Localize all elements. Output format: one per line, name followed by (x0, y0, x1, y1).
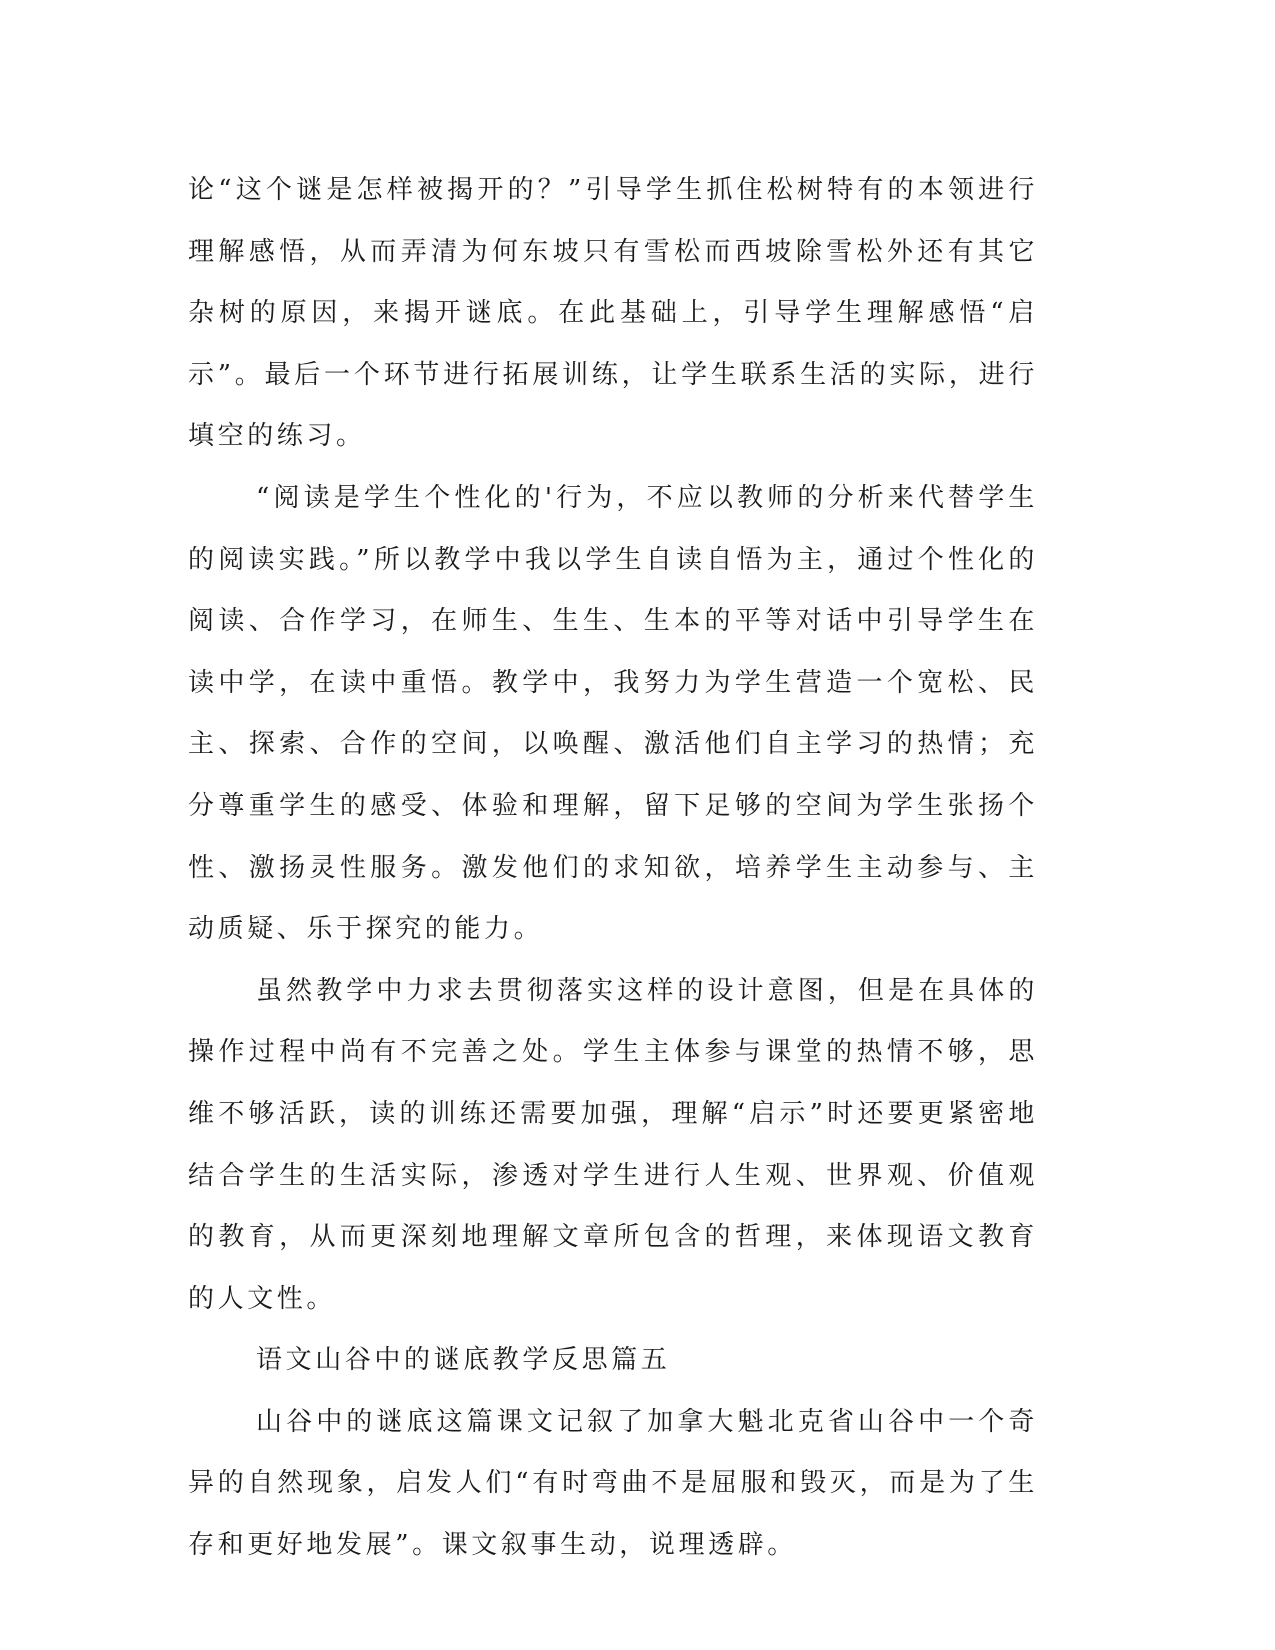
paragraph-reading-practice: “阅读是学生个性化的'行为，不应以教师的分析来代替学生的阅读实践。”所以教学中我以学生自读自悟为主，通过个性化的阅读、合作学习，在师生、生生、生本的平等对话中引导学生在读中学，在读中重悟。教学中，我努力为学生营造一个宽松、民主、探索、合作的空间，以唤醒、激活他们自主学习的热情；充分尊重学生的感受、体验和理解，留下足够的空间为学生张扬个性、激扬灵性服务。激发他们的求知欲，培养学生主动参与、主动质疑、乐于探究的能力。 (188, 482, 1038, 945)
paragraph-lesson-summary: 山谷中的谜底这篇课文记叙了加拿大魁北克省山谷中一个奇异的自然现象，启发人们“有时弯曲不是屈服和毁灭，而是为了生存和更好地发展”。课文叙事生动，说理透辟。 (188, 1406, 1038, 1561)
section-heading: 语文山谷中的谜底教学反思篇五 (256, 1345, 671, 1376)
paragraph-continuation: 论“这个谜是怎样被揭开的？”引导学生抓住松树特有的本领进行理解感悟，从而弄清为何东坡只有雪松而西坡除雪松外还有其它杂树的原因，来揭开谜底。在此基础上，引导学生理解感悟“启示”。最后一个环节进行拓展训练，让学生联系生活的实际，进行填空的练习。 (188, 175, 1038, 452)
paragraph-shortcomings: 虽然教学中力求去贯彻落实这样的设计意图，但是在具体的操作过程中尚有不完善之处。学生主体参与课堂的热情不够，思维不够活跃，读的训练还需要加强，理解“启示”时还要更紧密地结合学生的生活实际，渗透对学生进行人生观、世界观、价值观的教育，从而更深刻地理解文章所包含的哲理，来体现语文教育的人文性。 (188, 975, 1038, 1314)
document-body (188, 160, 1038, 1577)
